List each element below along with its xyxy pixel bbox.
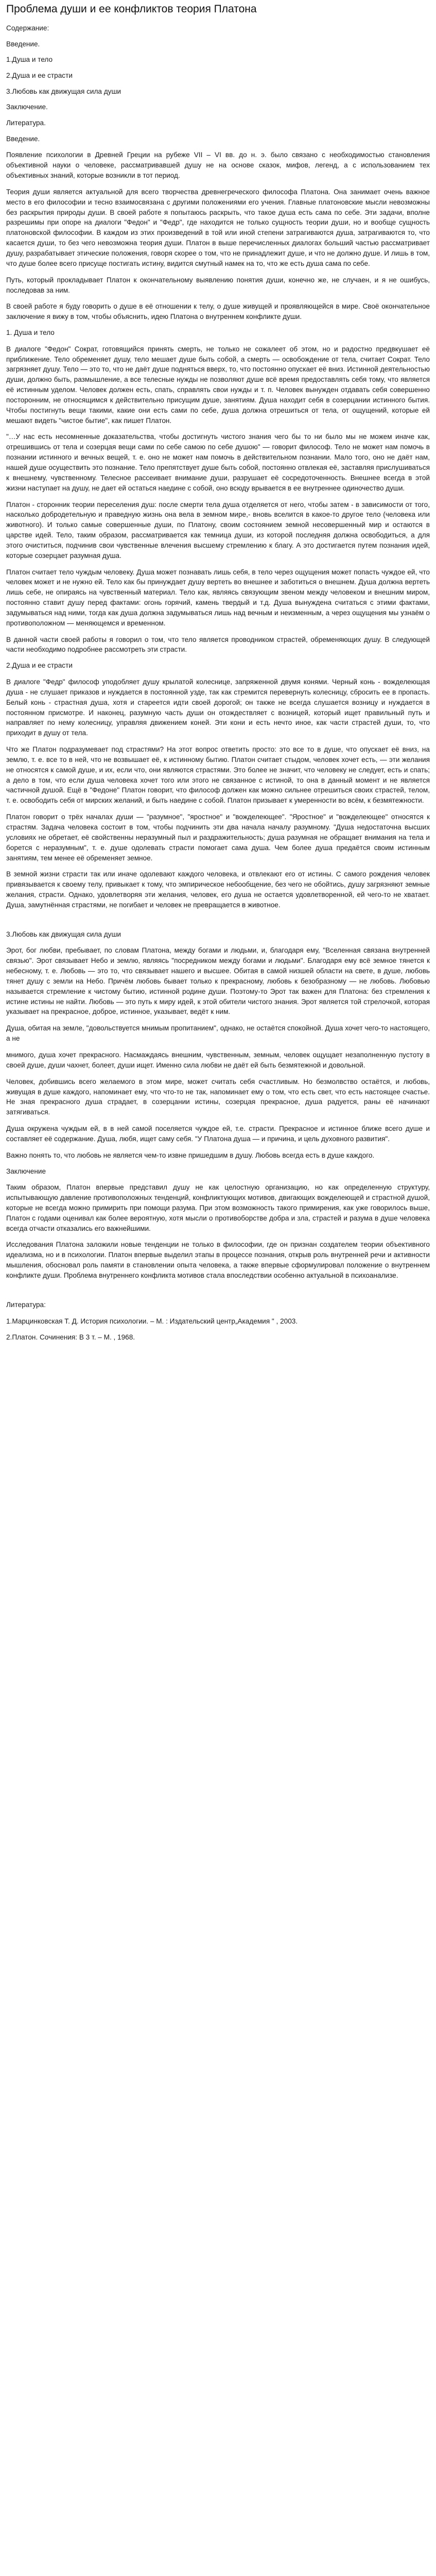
- reference-item: 2.Платон. Сочинения: В 3 т. – М. , 1968.: [6, 1333, 135, 1341]
- toc-item: Заключение.: [6, 103, 48, 111]
- section-heading-references: Литература:: [6, 1300, 46, 1309]
- paragraph: Что же Платон подразумевает под страстями? На этот вопрос ответить просто: это все то в душе, что опускает её вниз, на землю, т. е. все то в ней, что не возвышает её, к истинному бытию. Платон считает стыдом, человек хочет есть, — эти желания не относятся к самой душе, и их, если что, они являются страстями. Это более не значит, что человеку не следует, есть и спать; а дело в том, что если душа человека хочет того или этого не связанное с истиной, то она в данный момент и не является частичной душой. Ещё в "Федоне" Платон говорит, что философ должен как можно сильнее отрешиться своих страстей, телом, т. е. освободить себя от мирских желаний, и быть наедине с собой. Платон призывает к умеренности во всём, к безмятежности.: [6, 745, 430, 805]
- table-of-contents: [6, 24, 430, 128]
- paragraph: В данной части своей работы я говорил о том, что тело является проводником страстей, обременяющих душу. В следующей части необходимо подробнее рассмотреть эти страсти.: [6, 635, 430, 654]
- toc-item: 2.Душа и ее страсти: [6, 72, 73, 80]
- toc-item: 3.Любовь как движущая сила души: [6, 87, 121, 95]
- toc-item: Содержание:: [6, 24, 49, 32]
- toc-item: Введение.: [6, 40, 40, 48]
- toc-item: 1.Душа и тело: [6, 56, 53, 64]
- paragraph: Эрот, бог любви, пребывает, по словам Платона, между богами и людьми, и, благодаря ему, "Вселенная связана внутренней связью". Эрот связывает Небо и землю, являясь "посредником между богами и людьми". Благодаря ему всё земное тянется к небесному, т. е. Любовь — это то, что связывает нашего и высшее. Обитая в самой низшей области на свете, в душе, любовь тянет душу с земли на Небо. Причём любовь бывает только к прекрасному, любовь к безобразному — не любовь. Любовью называется стремление к чистому бытию, истинной родине души. Поэтому-то Эрот так важен для Платона: без стремления к истине истины не найти. Любовь — это путь к миру идей, к этой обители чистого знания. Эрот является той стрелочкой, которая указывает на прекрасное, доброе, истинное, указывает, ведёт к ним.: [6, 946, 430, 1016]
- reference-item: 1.Марцинковская Т. Д. История психологии. – М. : Издательский центр„Академия " , 2003.: [6, 1317, 298, 1325]
- paragraph: "…У нас есть несомненные доказательства, чтобы достигнуть чистого знания чего бы то ни было мы не можем иначе как, отрешившись от тела и созерцая вещи сами по себе самою по себе душою" — говорит философ. Тело не может нам помочь в познании истинного и вечных вещей, т. е. оно не может нам помочь в действительном познании. Мало того, оно не даёт нам, нашей душе осуществить это познание. Тело препятствует душе быть собой, постоянно отвлекая её, заставляя прислушиваться к внешнему, чувственному. Телесное рассеивает внимание души, разрушает её сосредоточенность. Внешнее всегда в этой жизни наступает на душу, не дает ей остаться наедине с собой, оно всюду врывается в ее внутреннее одиночество души.: [6, 433, 430, 492]
- paragraph: Теория души является актуальной для всего творчества древнегреческого философа Платона. Она занимает очень важное место в его философии и тесно взаимосвязана с другими положениями его учения. Главные платоновские мысли невозможны без раскрытия природы души. В своей работе я попытаюсь раскрыть, что такое душа есть сама по себе. Эти задачи, вполне разрешимы при опоре на диалоги "Федон" и "Федр", где находится не только сущность теории души, но и вообще сущность платоновской философии. В каждом из этих произведений в той или иной степени затрагиваются душа, затрагиваются то, что касается души, то без чего невозможна теория души. Платон в выше перечисленных диалогах больший частью рассматривает душу, разрабатывает этические положения, говоря скорее о том, что не принадлежит душе, и что не должно душе. И лишь в том, что душе более всего присуще постигать истину, видится смутный намек на то, что же есть душа сама по себе.: [6, 188, 430, 267]
- section-heading-body-and-soul: 1. Душа и тело: [6, 329, 55, 337]
- paragraph: В диалоге "Федон" Сократ, готовящийся принять смерть, не только не сожалеет об этом, но и радостно предвкушает её приближение. Тело обременяет душу, тело мешает душе быть собой, а смерть — освобождение от тела, считает Сократ. Тело загрязняет душу. Тело — это то, что не даёт душе подняться вверх, то, что постоянно опускает её вниз. Истинной деятельностью души, должно быть, размышление, а все телесные нужды не позволяют душе всё время предоставлять себя тому, что является её истинным уделом. Человек должен есть, спать, справлять свои нужды и т. п. Человек вынужден отдавать себя совершенно посторонним, не относящимся к действительно присущим душе, занятиям. Душа находит себя в созерцании истинного бытия. Чтобы постигнуть вещи такими, какие они есть сами по себе, душа должна отрешиться от тела, от ощущений, которые ей мешают видеть "чистое бытие", как пишет Платон.: [6, 345, 430, 425]
- section-heading-passions: 2.Душа и ее страсти: [6, 662, 73, 670]
- paragraph: Душа окружена чуждым ей, в в ней самой поселяется чуждое ей, т.е. страсти. Прекрасное и истинное ближе всего душе и составляет её содержание. Душа, любя, ищет саму себя. "У Платона душа — и причина, и цель духовного развития".: [6, 1125, 430, 1143]
- page-title: Проблема души и ее конфликтов теория Платона: [6, 3, 257, 15]
- section-heading-intro: Введение.: [6, 134, 40, 143]
- paragraph: Таким образом, Платон впервые представил душу не как целостную организацию, но как определенную структуру, испытывающую давление противоположных тенденций, конфликтующих мотивов, двигающих вожделеющей и страстной душой, которые не всегда можно примирить при помощи разума. При этом возможность такого примирения, как уже говорилось выше, Платон с годами оценивал как более вероятную, хотя мысли о противоборстве добра и зла, страстей и разума в душе человека всегда отчасти отказались его важнейшими.: [6, 1183, 430, 1232]
- toc-item: Литература.: [6, 119, 46, 127]
- paragraph: В своей работе я буду говорить о душе в её отношении к телу, о душе живущей и проявляющейся в мире. Своё окончательное заключение я вижу в том, чтобы объяснить, идею Платона о внутреннем конфликте души.: [6, 302, 430, 321]
- paragraph: Важно понять то, что любовь не является чем-то извне пришедшим в душу. Любовь всегда есть в душе каждого.: [6, 1151, 375, 1159]
- paragraph: Платон говорит о трёх началах души — "разумное", "яростное" и "вожделеющее". "Яростное" и "вожделеющее" относятся к страстям. Задача человека состоит в том, чтобы подчинить эти два начала началу разумному. "Душа недостаточна высших условиях не обретает, её свойственны неразумный пыл и раздражительность; душа разумная не обращает внимания на тела и борется с неразумным", т. е. душе одолевать страсти помогает сама душа. Чем более душа предаётся своим истинным занятиям, тем менее её обременяет земное.: [6, 813, 430, 862]
- section-heading-love: 3.Любовь как движущая сила души: [6, 930, 121, 938]
- section-heading-conclusion: Заключение: [6, 1167, 46, 1175]
- paragraph: Путь, который прокладывает Платон к окончательному выявлению понятия души, конечно же, не случаен, и я не ошибусь, последовав за ним.: [6, 276, 430, 294]
- paragraph: мнимого, душа хочет прекрасного. Насмаждаясь внешним, чувственным, земным, человек ощущает незаполненную пустоту в своей душе, души чахнет, болеет, души ищет. Именно сила любви не даёт ей быть безмятежной и довольной.: [6, 1050, 430, 1069]
- paragraph: Платон - сторонник теории переселения душ: после смерти тела душа отделяется от него, чтобы затем - в зависимости от того, насколько добродетельную и праведную жизнь она вела в земном мире,- вновь вселится в какое-то другое тело (человека или животного). И только самые совершенные души, по Платону, своим состоянием земной несовершенный мир и остаются в царстве идей. Тело, таким образом, рассматривается как темница души, из которой последняя должна освободиться, а для этого очиститься, подчинив свои чувственные влечения высшему стремлению к благу. А это достигается путем познания идей, которые созерцает разумная душа.: [6, 500, 430, 560]
- paragraph: Появление психологии в Древней Греции на рубеже VII – VI вв. до н. э. было связано с необходимостью становления объективной науки о человеке, рассматривавшей душу не на основе сказок, мифов, легенд, а с использованием тех объективных знаний, которые возникли в тот период.: [6, 151, 430, 180]
- paragraph: В земной жизни страсти так или иначе одолевают каждого человека, и отвлекают его от истины. С самого рождения человек привязывается к своему телу, привыкает к тому, что эмпирическое небообщение, без чего не обойтись, душу загрязняют земные желания, страсти. Однако, удовлетворяя эти желания, человек, его душа не остается удовлетворенной, ей чего-то не хватает. Душа, замутнённая страстями, не погибает и человек не превращается в животное.: [6, 870, 430, 909]
- paragraph: В диалоге "Федр" философ уподобляет душу крылатой колеснице, запряженной двумя конями. Черный конь - вожделеющая душа - не слушает приказов и нуждается в постоянной узде, так как стремится перевернуть колесницу, сбросить ее в пропасть. Белый конь - страстная душа, хотя и стареется идти своей дорогой; он также не всегда слушается возницу и нуждается в постоянном присмотре. И наконец, разумную часть души он отождествляет с возницей, который ищет правильный путь и направляет по нему колесницу, управляя движением коней. Эти кони и есть нечто иное, как части страстей души, то, что приходит в душу от тела.: [6, 678, 430, 737]
- paragraph: Исследования Платона заложили новые тенденции не только в философии, где он признан создателем теории объективного идеализма, но и в психологии. Платон впервые выделил этапы в процессе познания, открыв роль внутренней речи и активности мышления, обосновал роль памяти в становлении опыта человека, а также впервые сформулировал положение о внутреннем конфликте души. Проблема внутреннего конфликта мотивов стала впоследствии особенно актуальной в психоанализе.: [6, 1241, 430, 1279]
- paragraph: Душа, обитая на земле, "довольствуется мнимым пропитанием", однако, не остаётся спокойной. Душа хочет чего-то настоящего, а не: [6, 1024, 430, 1043]
- paragraph: Человек, добившись всего желаемого в этом мире, может считать себя счастливым. Но безмолвство остаётся, и любовь, живущая в душе каждого, напоминает ему, что что-то не так, напоминает ему о том, что есть свет, что есть настоящее счастье. Не зная прекрасного душа страдает, в созерцании истины, созерцая прекрасное, душа радуется, раны её начинают затягиваться.: [6, 1077, 430, 1116]
- paragraph: Платон считает тело чуждым человеку. Душа может познавать лишь себя, в тело через ощущения может попасть чуждое ей, что человек может и не нужно ей. Тело как бы принуждает душу вертеть во внешнее и заботиться о внешнем. Душа должна вертеть лишь себе, не опираясь на чувственный материал. Тело как, являясь связующим звеном между человеком и внешним миром, постоянно ставит душу перед фактами: огонь горячий, камень твердый и т.д. Душа вынуждена считаться с этими фактами, задумываться над ними, тогда как душа должна задумываться лишь над вечным и неизменным, а через ощущения мы узнаём о противоположном — меняющемся и временном.: [6, 568, 430, 627]
